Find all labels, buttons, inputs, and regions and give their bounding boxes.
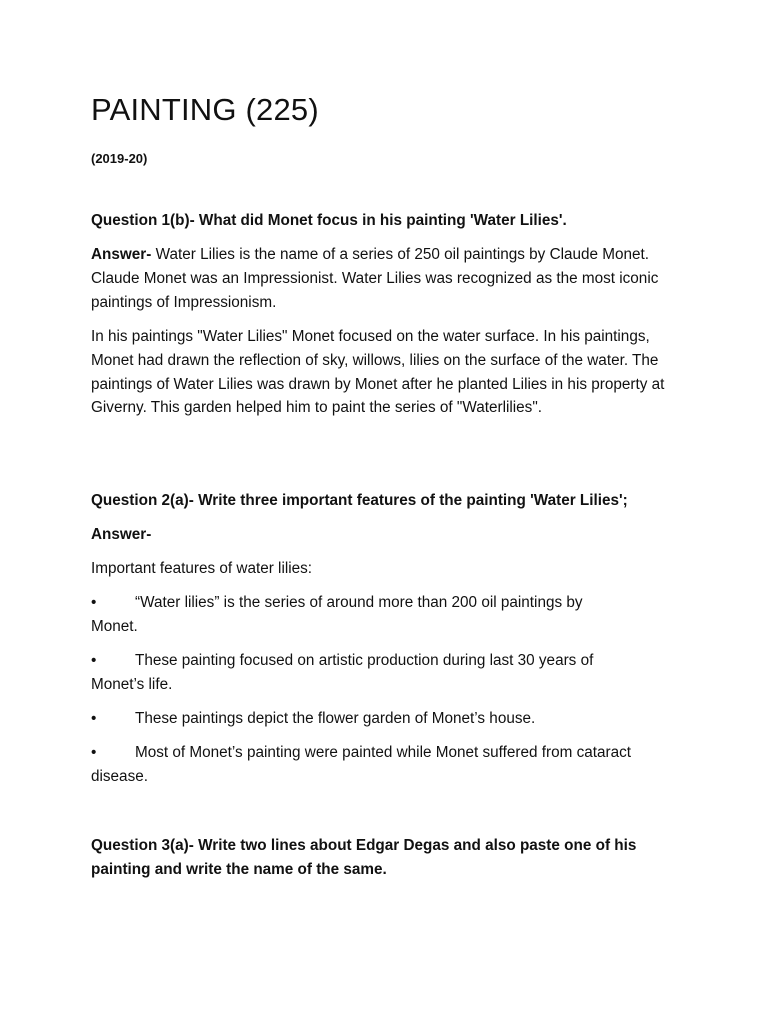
list-item xyxy=(91,591,691,615)
list-item-continuation: Monet’s life. xyxy=(91,676,173,693)
session-year: (2019-20) xyxy=(91,151,148,166)
list-item-text: These paintings depict the flower garden of Monet’s house. xyxy=(135,710,536,727)
bullet-icon: • xyxy=(91,710,97,727)
answer-1b-text: Water Lilies is the name of a series of 250 oil paintings by Claude Monet. Claude Monet was an Impressionist. Water Lilies was recognized as the most iconic paintings of Impressionism. xyxy=(91,246,659,311)
answer-label: Answer- xyxy=(91,526,152,543)
list-item-text: “Water lilies” is the series of around more than 200 oil paintings by xyxy=(135,594,583,611)
list-item xyxy=(91,707,691,731)
answer-label: Answer- xyxy=(91,246,152,263)
list-item xyxy=(91,741,691,765)
list-item-text: These painting focused on artistic production during last 30 years of xyxy=(135,652,594,669)
features-intro: Important features of water lilies: xyxy=(91,560,313,577)
bullet-icon: • xyxy=(91,744,97,761)
list-item-continuation: disease. xyxy=(91,768,148,785)
question-2a: Question 2(a)- Write three important features of the painting 'Water Lilies'; xyxy=(91,492,628,509)
question-1b: Question 1(b)- What did Monet focus in his painting 'Water Lilies'. xyxy=(91,212,567,229)
answer-1b-paragraph-2: In his paintings "Water Lilies" Monet focused on the water surface. In his paintings, Monet had drawn the reflection of sky, willows, lilies on the surface of the water. The paintings of Water Lilies was drawn by Monet after he planted Lilies in his property at Giverny. This garden helped him to paint the series of "Waterlilies". xyxy=(91,328,665,417)
list-item-continuation: Monet. xyxy=(91,618,138,635)
list-item-text: Most of Monet’s painting were painted while Monet suffered from cataract xyxy=(135,744,631,761)
bullet-icon: • xyxy=(91,652,97,669)
list-item xyxy=(91,649,691,673)
question-3a: Question 3(a)- Write two lines about Edgar Degas and also paste one of his painting and write the name of the same. xyxy=(91,837,637,878)
page-title: PAINTING (225) xyxy=(91,92,319,127)
bullet-icon: • xyxy=(91,594,97,611)
answer-1b-paragraph-1 xyxy=(91,243,691,314)
